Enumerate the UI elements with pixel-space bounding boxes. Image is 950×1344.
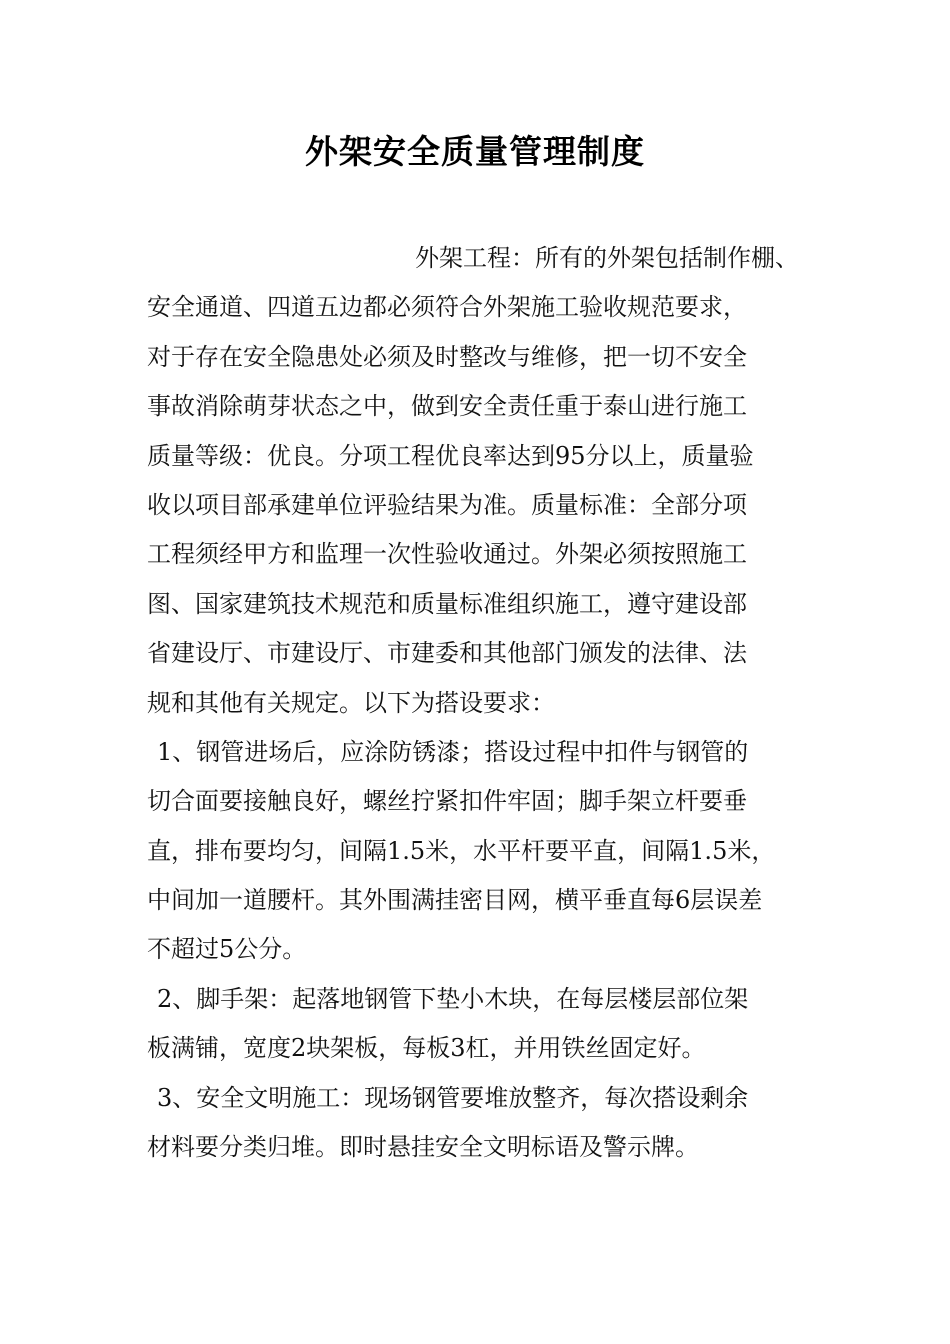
paragraph-line: 规和其他有关规定。以下为搭设要求： [147,688,555,717]
document-title: 外架安全质量管理制度 [305,132,645,171]
list-item-1-line: 1、钢管进场后，应涂防锈漆；搭设过程中扣件与钢管的 [157,737,749,766]
paragraph-line: 安全通道、四道五边都必须符合外架施工验收规范要求， [147,293,747,322]
list-item-2-line: 板满铺，宽度2块架板，每板3杠，并用铁丝固定好。 [147,1034,706,1063]
list-item-1-line: 直，排布要均匀，间隔1.5米，水平杆要平直，间隔1.5米， [147,836,776,865]
list-item-1-line: 切合面要接触良好，螺丝拧紧扣件牢固；脚手架立杆要垂 [147,787,747,816]
paragraph-line: 事故消除萌芽状态之中，做到安全责任重于泰山进行施工 [147,392,747,421]
paragraph-line: 收以项目部承建单位评验结果为准。质量标准：全部分项 [147,490,747,519]
document-body [147,234,837,1172]
paragraph-line: 质量等级：优良。分项工程优良率达到95分以上，质量验 [147,441,754,470]
list-item-3-line: 3、安全文明施工：现场钢管要堆放整齐，每次搭设剩余 [157,1083,749,1112]
list-item-2-line: 2、脚手架：起落地钢管下垫小木块，在每层楼层部位架 [157,984,749,1013]
list-item-3-line: 材料要分类归堆。即时悬挂安全文明标语及警示牌。 [147,1133,699,1162]
paragraph-line: 工程须经甲方和监理一次性验收通过。外架必须按照施工 [147,540,747,569]
paragraph-line: 图、国家建筑技术规范和质量标准组织施工，遵守建设部 [147,589,747,618]
list-item-1-line: 不超过5公分。 [147,935,307,964]
list-item-1-line: 中间加一道腰杆。其外围满挂密目网，横平垂直每6层误差 [147,886,763,915]
paragraph-line: 省建设厅、市建设厅、市建委和其他部门颁发的法律、法 [147,639,747,668]
paragraph-line: 对于存在安全隐患处必须及时整改与维修，把一切不安全 [147,342,747,371]
paragraph-line: 外架工程：所有的外架包括制作棚、 [415,244,799,272]
